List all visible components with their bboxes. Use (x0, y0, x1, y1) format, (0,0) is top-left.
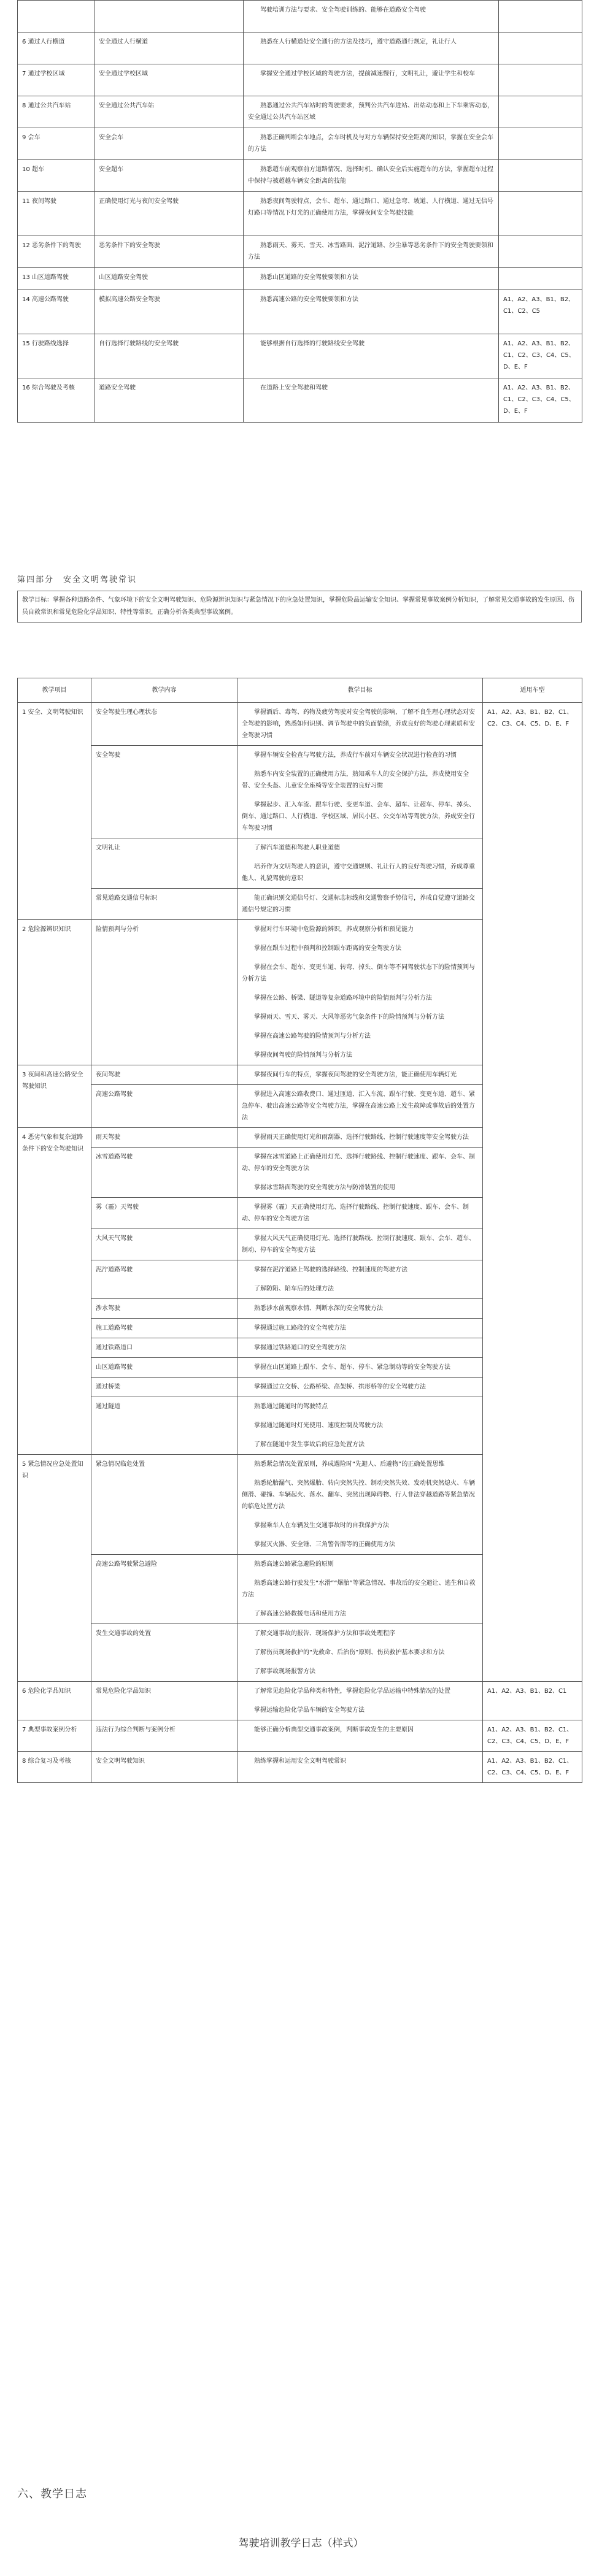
cell-content (95, 1, 244, 33)
cell-content: 安全文明驾驶知识 (91, 1752, 237, 1783)
cell-no (18, 1, 95, 33)
goal-paragraph: 掌握在会车、超车、变更车道、转弯、掉头、倒车等不同驾驶状态下的险情预判与分析方法 (242, 964, 475, 983)
goal-paragraph: 掌握起步、汇入车流、跟车行驶、变更车道、会车、超车、让超车、停车、掉头、倒车、通过路口、人行横道、学校区域、居民小区、公交车站等驾驶方法，养成安全行车驾驶习惯 (242, 802, 475, 832)
cell-no: 7 通过学校区域 (18, 64, 95, 96)
goal-paragraph: 掌握在公路、桥梁、隧道等复杂道路环境中的险情预判与分析方法 (254, 995, 432, 1002)
cell-type (499, 268, 582, 290)
goal-paragraph: 掌握通过立交桥、公路桥梁、高架桥、拱形桥等的安全驾驶方法 (254, 1384, 426, 1390)
goal-paragraph: 掌握雨天、雪天、雾天、大风等恶劣气象条件下的险情预判与分析方法 (254, 1014, 444, 1021)
goal-paragraph: 掌握通过施工路段的安全驾驶方法 (254, 1325, 346, 1332)
cell-goal: 熟悉夜间驾驶特点，会车、超车、通过路口、通过急弯、坡道、人行横道、通过无信号灯路口等情况下灯光的正确使用方法，掌握夜间安全驾驶技能 (244, 192, 499, 236)
cell-content: 险情预判与分析 (91, 920, 237, 1065)
table-row (18, 290, 582, 334)
table-row (18, 1682, 582, 1720)
cell-no: 9 会车 (18, 128, 95, 160)
cell-no: 15 行驶路线选择 (18, 334, 95, 378)
goal-paragraph: 能够正确分析典型交通事故案例，判断事故发生的主要原因 (254, 1727, 414, 1733)
cell-content: 施工道路驾驶 (91, 1319, 237, 1338)
table-row (18, 128, 582, 160)
cell-item: 8 综合复习及考核 (18, 1752, 91, 1783)
cell-goal: 驾驶培训方法与要求、安全驾驶训练的、能够在道路安全驾驶 (244, 1, 499, 33)
cell-type (499, 64, 582, 96)
table-row (18, 160, 582, 192)
cell-no: 11 夜间驾驶 (18, 192, 95, 236)
goal-paragraph: 掌握在高速公路驾驶的险情预判与分析方法 (254, 1033, 371, 1040)
header-goal: 教学目标 (237, 678, 483, 703)
cell-content: 安全会车 (95, 128, 244, 160)
cell-content: 自行选择行驶路线的安全驾驶 (95, 334, 244, 378)
cell-goal (237, 1555, 483, 1624)
table-row (18, 96, 582, 128)
cell-goal: 熟悉高速公路的安全驾驶要领和方法 (244, 290, 499, 334)
table-row (18, 1752, 582, 1783)
goal-paragraph: 了解在隧道中发生事故后的应急处置方法 (254, 1441, 365, 1448)
cell-type (499, 128, 582, 160)
table-row (18, 236, 582, 268)
cell-type (499, 96, 582, 128)
cell-goal: 在道路上安全驾驶和驾驶 (244, 378, 499, 423)
cell-type: A1、A2、A3、B1、B2、C1、C2、C3、C4、C5、D、E、F (499, 378, 582, 423)
cell-no: 10 超车 (18, 160, 95, 192)
goal-paragraph: 掌握灭火器、安全锤、三角警告牌等的正确使用方法 (254, 1541, 395, 1548)
cell-item: 7 典型事故案例分析 (18, 1720, 91, 1752)
goal-paragraph: 了解交通事故的报告、现场保护方法和事故处理程序 (254, 1630, 395, 1637)
cell-type: A1、A2、A3、B1、B2、C1、C2、C3、C4、C5、D、E、F (483, 1720, 582, 1752)
cell-type: A1、A2、A3、B1、B2、C1、C2、C3、C4、C5、D、E、F (499, 334, 582, 378)
goal-paragraph: 掌握在山区道路上跟车、会车、超车、停车、紧急制动等的安全驾驶方法 (254, 1364, 450, 1371)
cell-goal (237, 920, 483, 1065)
cell-content: 涉水驾驶 (91, 1299, 237, 1319)
cell-content: 文明礼让 (91, 838, 237, 889)
training-table-part3 (17, 0, 582, 423)
cell-content: 安全驾驶生理心理状态 (91, 703, 237, 746)
cell-goal (237, 1720, 483, 1752)
cell-goal (237, 1752, 483, 1783)
cell-content: 通过隧道 (91, 1397, 237, 1455)
cell-goal (237, 1397, 483, 1455)
cell-content: 安全驾驶 (91, 746, 237, 838)
cell-goal (237, 1338, 483, 1358)
goal-paragraph: 掌握冰雪路面驾驶的安全驾驶方法与防滑装置的使用 (254, 1184, 395, 1191)
cell-content: 山区道路安全驾驶 (95, 268, 244, 290)
cell-content: 道路安全驾驶 (95, 378, 244, 423)
cell-content: 发生交通事故的处置 (91, 1624, 237, 1682)
cell-goal (237, 1319, 483, 1338)
cell-content: 模拟高速公路安全驾驶 (95, 290, 244, 334)
goal-paragraph: 熟悉轮胎漏气、突然爆胎、转向突然失控、制动突然失效、发动机突然熄火、车辆侧滑、碰撞、车辆起火、落水、翻车、突然出现障碍物、行人非法穿越道路等紧急情况的临危处置方法 (242, 1480, 475, 1510)
cell-goal (237, 1299, 483, 1319)
cell-goal (237, 703, 483, 746)
log-title: 驾驶培训教学日志（样式） (238, 2537, 364, 2550)
goal-paragraph: 了解防陷、陷车后的处理方法 (254, 1286, 334, 1292)
cell-content: 违法行为综合判断与案例分析 (91, 1720, 237, 1752)
table-row (18, 268, 582, 290)
goal-paragraph: 能正确识别交通信号灯、交通标志标线和交通警察手势信号，养成自觉遵守道路交通信号规定的习惯 (242, 895, 475, 913)
cell-goal: 熟悉正确判断会车地点，会车时机及与对方车辆保持安全距离的知识，掌握在安全会车的方法 (244, 128, 499, 160)
cell-content: 通过铁路道口 (91, 1338, 237, 1358)
cell-goal (237, 1148, 483, 1198)
goal-paragraph: 掌握雾（霾）天正确使用灯光、选择行驶路线、控制行驶速度、跟车、会车、制动、停车的安全驾驶方法 (242, 1204, 469, 1222)
cell-no: 8 通过公共汽车站 (18, 96, 95, 128)
goal-paragraph: 熟悉涉水前观察水情、判断水深的安全驾驶方法 (254, 1305, 383, 1312)
cell-content: 常见道路交通信号标识 (91, 889, 237, 920)
table-header-row (18, 678, 582, 703)
cell-content: 山区道路驾驶 (91, 1358, 237, 1378)
cell-content: 大风天气驾驶 (91, 1229, 237, 1260)
cell-goal (237, 1198, 483, 1229)
cell-content: 雨天驾驶 (91, 1128, 237, 1148)
goal-paragraph: 了解伤员现场救护的“先救命、后治伤”原则、伤员救护基本要求和方法 (254, 1649, 445, 1656)
cell-goal (237, 1624, 483, 1682)
goal-paragraph: 掌握车辆安全检查与驾驶方法，养成行车前对车辆安全状况进行检查的习惯 (254, 752, 457, 759)
cell-no: 16 综合驾驶及考核 (18, 378, 95, 423)
goal-paragraph: 掌握夜间行车的特点，掌握夜间驾驶的安全驾驶方法，能正确使用车辆灯光 (254, 1071, 457, 1078)
table-row (18, 64, 582, 96)
cell-item: 6 危险化学品知识 (18, 1682, 91, 1720)
table-row (18, 1, 582, 33)
goal-paragraph: 掌握通过铁路道口的安全驾驶方法 (254, 1344, 346, 1351)
goal-paragraph: 熟练掌握和运用安全文明驾驶常识 (254, 1758, 346, 1765)
cell-goal (237, 1085, 483, 1128)
cell-content: 冰雪道路驾驶 (91, 1148, 237, 1198)
table-row (18, 703, 582, 746)
goal-paragraph: 掌握通过隧道时灯光使用、速度控制及驾驶方法 (254, 1422, 383, 1429)
goal-paragraph: 掌握在跟车过程中预判和控制跟车距离的安全驾驶方法 (254, 945, 401, 952)
cell-type (499, 33, 582, 64)
goal-paragraph: 掌握在冰雪道路上正确使用灯光、选择行驶路线、控制行驶速度、跟车、会车、制动、停车的安全驾驶方法 (242, 1154, 475, 1172)
cell-type (499, 1, 582, 33)
cell-content: 安全通过公共汽车站 (95, 96, 244, 128)
cell-goal (237, 746, 483, 838)
cell-content: 恶劣条件下的安全驾驶 (95, 236, 244, 268)
header-content: 教学内容 (91, 678, 237, 703)
header-item: 教学项目 (18, 678, 91, 703)
cell-goal (237, 1358, 483, 1378)
cell-content: 通过桥梁 (91, 1378, 237, 1397)
cell-content: 正确使用灯光与夜间安全驾驶 (95, 192, 244, 236)
goal-paragraph: 了解常见危险化学品种类和特性，掌握危险化学品运输中特殊情况的处置 (254, 1688, 450, 1695)
goal-paragraph: 培养作为文明驾驶人的意识，遵守交通规则、礼让行人的良好驾驶习惯，养成尊重他人、礼貌驾驶的意识 (242, 864, 475, 882)
training-table-part4 (17, 678, 582, 1783)
goal-paragraph: 掌握在泥泞道路上驾驶的选择路线、控制速度的驾驶方法 (254, 1267, 407, 1273)
header-type: 适用车型 (483, 678, 582, 703)
cell-no: 12 恶劣条件下的驾驶 (18, 236, 95, 268)
goal-paragraph: 掌握雨天正确使用灯光和雨刮器、选择行驶路线、控制行驶速度等安全驾驶方法 (254, 1134, 469, 1141)
goal-paragraph: 熟悉高速公路紧急避险的原则 (254, 1561, 334, 1568)
cell-goal (237, 1065, 483, 1085)
cell-type (499, 192, 582, 236)
table-row (18, 334, 582, 378)
cell-content: 泥泞道路驾驶 (91, 1260, 237, 1299)
section-title-log: 六、教学日志 (17, 2488, 87, 2501)
table-row (18, 33, 582, 64)
goal-paragraph: 熟悉通过隧道时的驾驶特点 (254, 1403, 328, 1410)
cell-goal: 熟悉山区道路的安全驾驶要领和方法 (244, 268, 499, 290)
goal-paragraph: 熟悉高速公路行驶发生“水滑”“爆胎”等紧急情况、事故后的安全避让、逃生和自救方法 (242, 1580, 476, 1598)
cell-goal (237, 1260, 483, 1299)
cell-content: 紧急情况临危处置 (91, 1455, 237, 1555)
cell-content: 夜间驾驶 (91, 1065, 237, 1085)
cell-content: 安全通过学校区域 (95, 64, 244, 96)
cell-content: 高速公路驾驶 (91, 1085, 237, 1128)
goal-paragraph: 掌握大风天气正确使用灯光、选择行驶路线、控制行驶速度、跟车、会车、超车、制动、停车的安全驾驶方法 (242, 1235, 475, 1254)
cell-type: A1、A2、A3、B1、B2、C1、C2、C5 (499, 290, 582, 334)
section-intro: 教学目标：掌握各种道路条件、气象环境下的安全文明驾驶知识、危险源辨识知识与紧急情况下的应急处置知识，掌握危险品运输安全知识、掌握常见事故案例分析知识，了解常见交通事故的发生原因、伤员自救常识和常见危险化学品知识、特性等常识，正确分析各类典型事故案例。 (17, 591, 582, 623)
goal-paragraph: 掌握乘车人在车辆发生交通事故时的自我保护方法 (254, 1522, 389, 1529)
goal-paragraph: 了解汽车道德和驾驶人职业道德 (254, 845, 340, 851)
cell-content: 安全超车 (95, 160, 244, 192)
cell-goal (237, 1455, 483, 1555)
cell-no: 13 山区道路驾驶 (18, 268, 95, 290)
cell-content: 常见危险化学品知识 (91, 1682, 237, 1720)
cell-item: 2 危险源辨识知识 (18, 920, 91, 1065)
cell-goal (237, 838, 483, 889)
cell-goal (237, 1128, 483, 1148)
goal-paragraph: 掌握酒后、毒驾、药物及疲劳驾驶对安全驾驶的影响，了解不良生理心理状态对安全驾驶的影响，熟悉如何识别、调节驾驶中的负面情绪，养成良好的驾驶心理素质和安全驾驶习惯 (242, 709, 475, 739)
cell-goal (237, 1682, 483, 1720)
goal-paragraph: 熟悉紧急情况处置原则，养成遇险时“先避人、后避物”的正确处置思维 (254, 1461, 445, 1468)
goal-paragraph: 掌握运输危险化学品车辆的安全驾驶方法 (254, 1707, 365, 1714)
goal-paragraph: 了解高速公路救援电话和使用方法 (254, 1611, 346, 1617)
cell-item: 1 安全、文明驾驶知识 (18, 703, 91, 920)
table-row (18, 378, 582, 423)
cell-type: A1、A2、A3、B1、B2、C1 (483, 1682, 582, 1720)
cell-no: 14 高速公路驾驶 (18, 290, 95, 334)
goal-paragraph: 掌握进入高速公路收费口、通过匝道、汇入车流、跟车行驶、变更车道、超车、紧急停车、驶出高速公路等安全驾驶方法，掌握在高速公路上发生故障或事故后的处置方法 (242, 1091, 475, 1121)
cell-no: 6 通过人行横道 (18, 33, 95, 64)
goal-paragraph: 熟悉车内安全装置的正确使用方法，熟知乘车人的安全保护方法，养成使用安全带、安全头盔、儿童安全座椅等安全装置的良好习惯 (242, 771, 469, 789)
cell-goal: 熟悉通过公共汽车站时的驾驶要求，预判公共汽车进站、出站动态和上下车乘客动态，安全通过公共汽车站区域 (244, 96, 499, 128)
cell-type: A1、A2、A3、B1、B2、C1、C2、C3、C4、C5、D、E、F (483, 703, 582, 1682)
table-row (18, 1720, 582, 1752)
goal-paragraph: 掌握夜间驾驶的险情预判与分析方法 (254, 1052, 352, 1059)
cell-goal: 熟悉超车前观察前方道路情况、选择时机、确认安全后实施超车的方法，掌握超车过程中保持与被超越车辆安全距离的技能 (244, 160, 499, 192)
cell-item: 3 夜间和高速公路安全驾驶知识 (18, 1065, 91, 1128)
cell-content: 高速公路驾驶紧急避险 (91, 1555, 237, 1624)
cell-type: A1、A2、A3、B1、B2、C1、C2、C3、C4、C5、D、E、F (483, 1752, 582, 1783)
section-title: 第四部分 安全文明驾驶常识 (17, 575, 137, 585)
cell-type (499, 236, 582, 268)
cell-goal (237, 1229, 483, 1260)
cell-goal: 掌握安全通过学校区域的驾驶方法，提前减速慢行，文明礼让，避让学生和校车 (244, 64, 499, 96)
cell-goal: 能够根据自行选择的行驶路线安全驾驶 (244, 334, 499, 378)
cell-goal: 熟悉在人行横道处安全通行的方法及技巧，遵守道路通行规定，礼让行人 (244, 33, 499, 64)
cell-item: 5 紧急情况应急处置知识 (18, 1455, 91, 1682)
cell-goal: 熟悉雨天、雾天、雪天、冰雪路面、泥泞道路、沙尘暴等恶劣条件下的安全驾驶要领和方法 (244, 236, 499, 268)
cell-content: 雾（霾）天驾驶 (91, 1198, 237, 1229)
table-row (18, 192, 582, 236)
cell-goal (237, 1378, 483, 1397)
cell-goal (237, 889, 483, 920)
cell-item: 4 恶劣气象和复杂道路条件下的安全驾驶知识 (18, 1128, 91, 1455)
cell-type (499, 160, 582, 192)
goal-paragraph: 掌握对行车环境中危险源的辨识，养成观察分析和预见能力 (254, 926, 414, 933)
cell-content: 安全通过人行横道 (95, 33, 244, 64)
goal-paragraph: 了解事故现场报警方法 (254, 1668, 315, 1675)
